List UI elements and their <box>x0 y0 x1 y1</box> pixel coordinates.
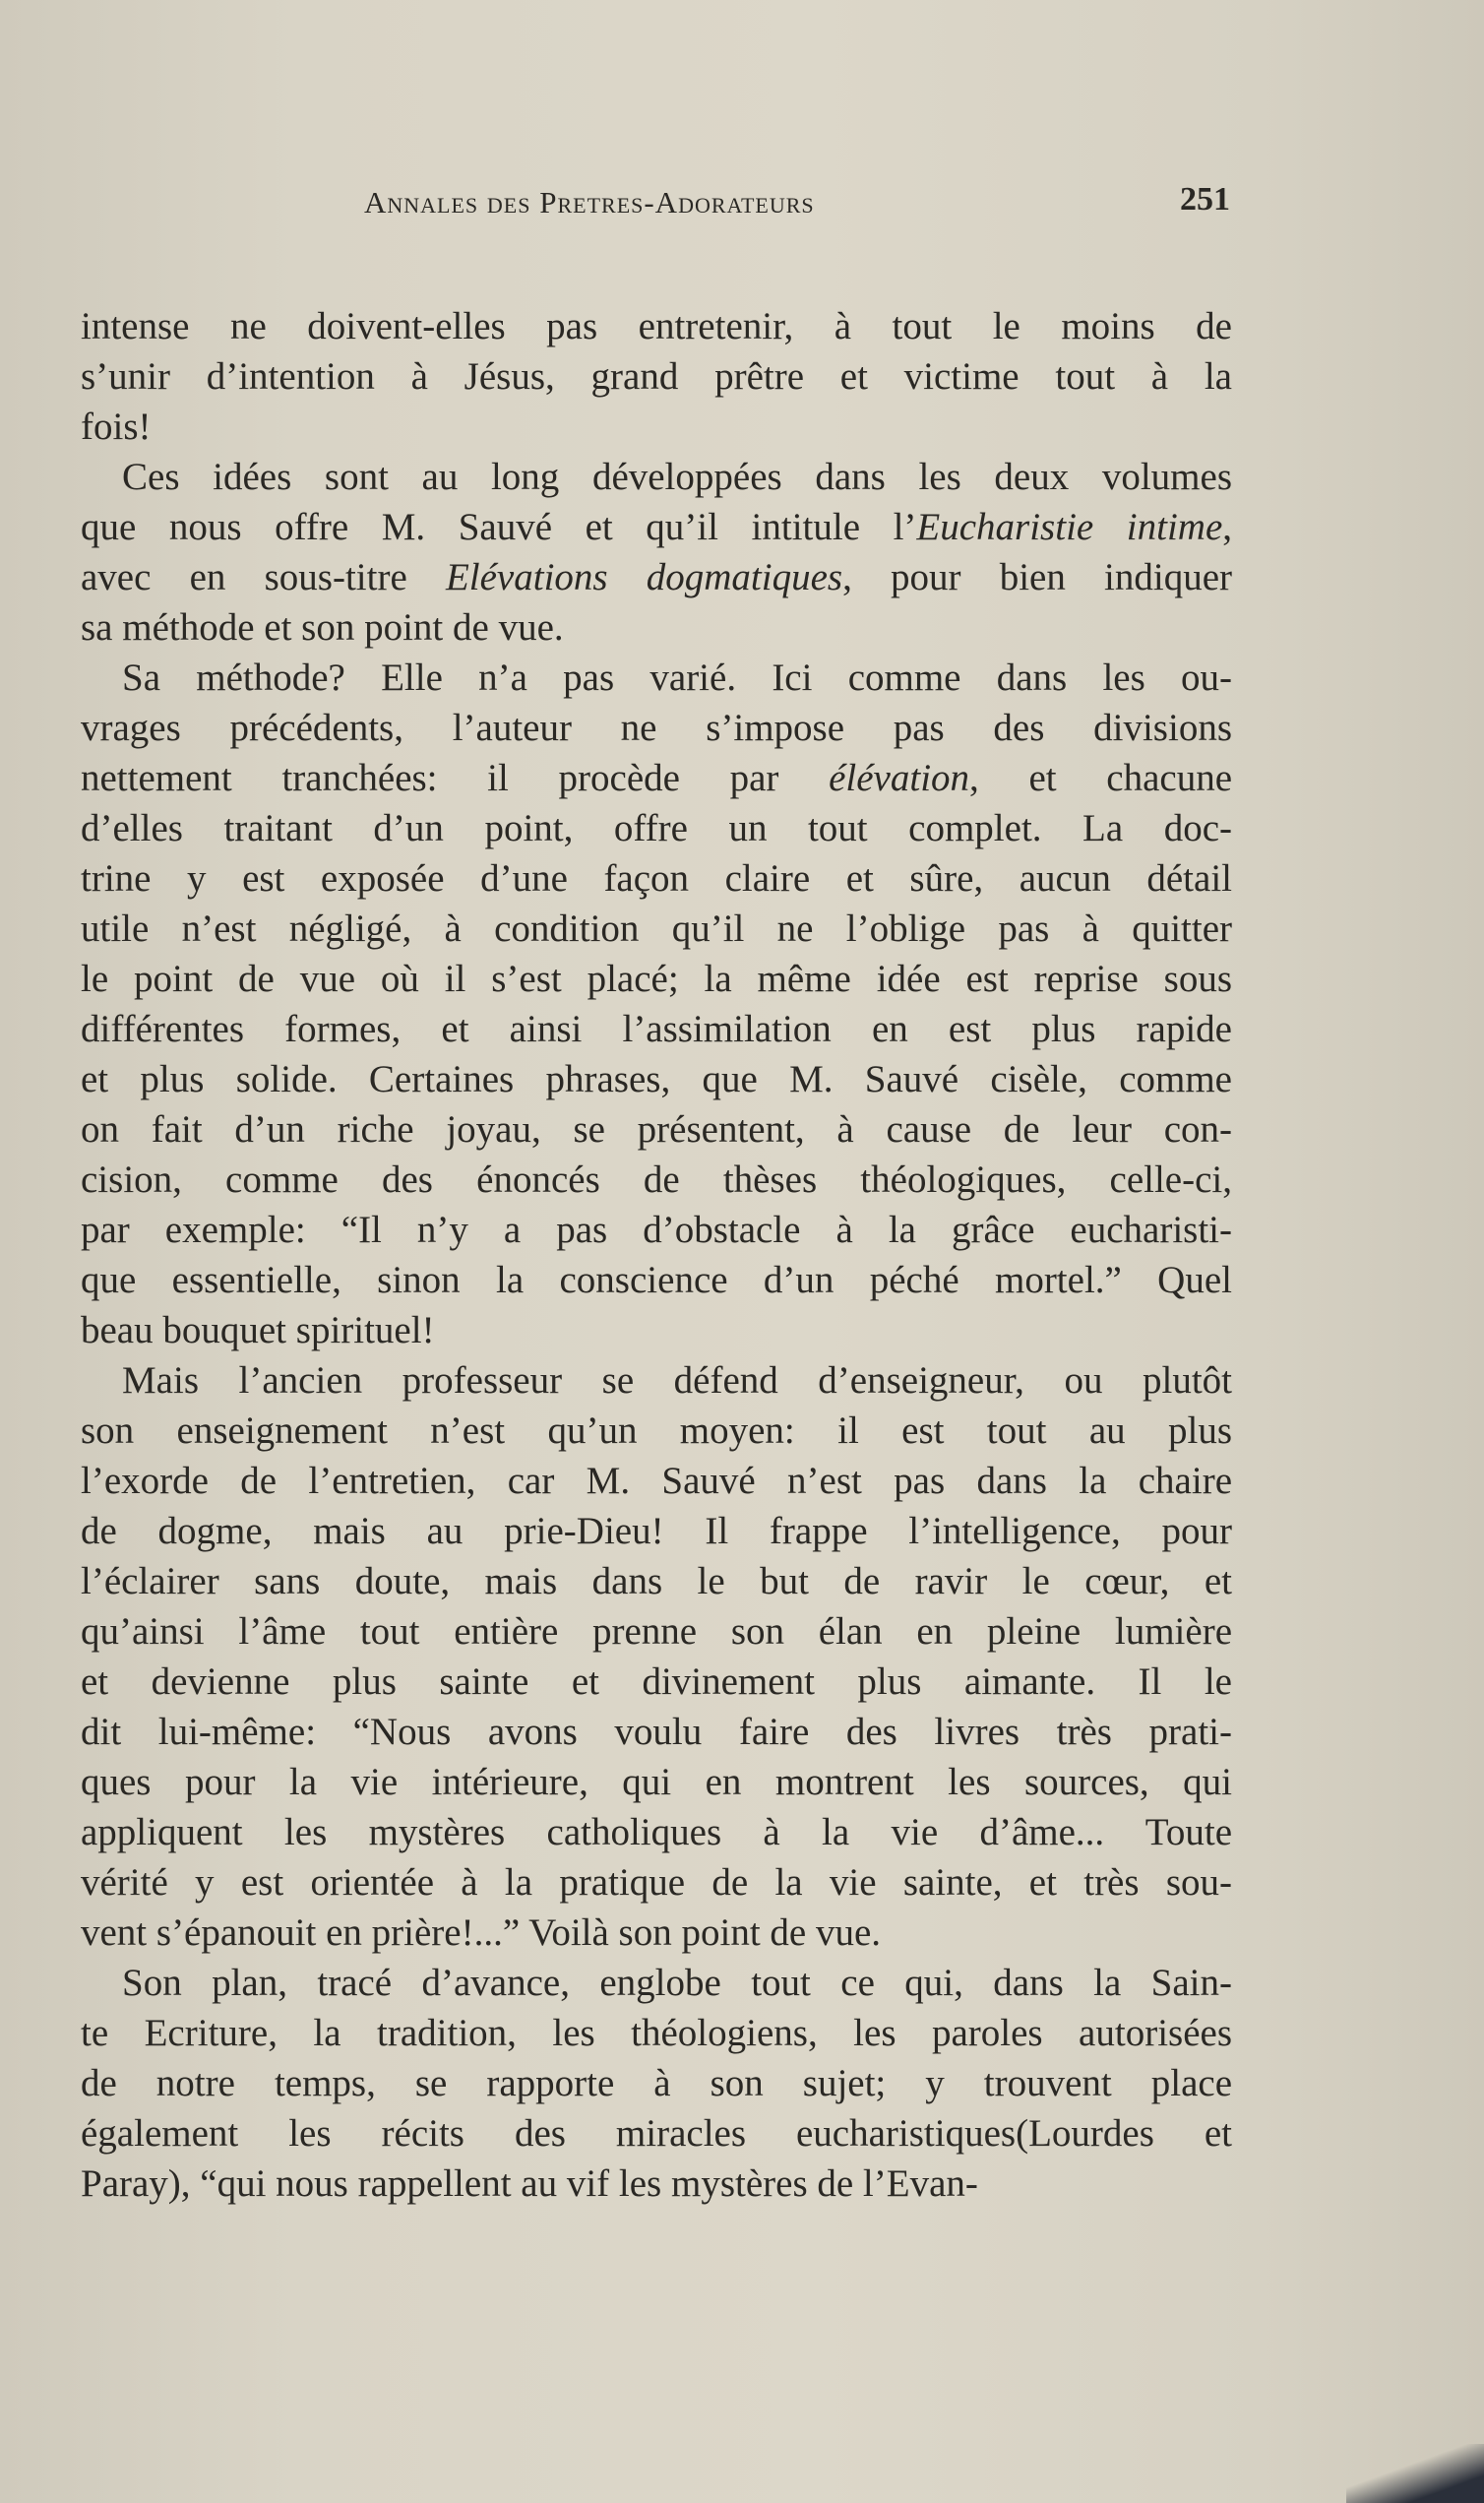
line-text: appliquent les mystères catholiques à la vie d’âme... Toute <box>81 1811 1232 1853</box>
text-line <box>81 853 1232 904</box>
line-text: l’éclairer sans doute, mais dans le but de ravir le cœur, et <box>81 1560 1232 1602</box>
text-line <box>81 602 1232 653</box>
text-line <box>81 1104 1232 1155</box>
text-line <box>81 1657 1232 1707</box>
text-line <box>81 1958 1232 2008</box>
line-text: vrages précédents, l’auteur ne s’impose pas des divisions <box>81 707 1232 749</box>
text-line <box>81 2058 1232 2108</box>
text-line <box>81 2159 1232 2209</box>
italic-text: Elévations dogmatiques <box>445 556 843 598</box>
text-line <box>81 552 1232 602</box>
text-line <box>81 1707 1232 1757</box>
text-line <box>81 1857 1232 1908</box>
line-text: trine y est exposée d’une façon claire et sûre, aucun détail <box>81 857 1232 900</box>
text-line <box>81 1355 1232 1406</box>
text-line <box>81 803 1232 853</box>
running-title: Annales des Pretres-Adorateurs <box>364 185 815 219</box>
line-text: utile n’est négligé, à condition qu’il ne l’oblige pas à quitter <box>81 907 1232 950</box>
text-line <box>81 301 1232 351</box>
paragraph <box>81 1958 1232 2209</box>
line-text: également les récits des miracles eucharistiques(Lourdes et <box>81 2112 1232 2155</box>
text-line <box>81 351 1232 402</box>
line-text: Sa méthode? Elle n’a pas varié. Ici comme dans les ou- <box>122 657 1232 699</box>
text-line <box>81 653 1232 703</box>
line-text: , et chacune <box>969 757 1233 799</box>
italic-text: Eucharistie intime <box>916 506 1223 548</box>
text-line <box>81 2008 1232 2058</box>
text-line <box>81 402 1232 452</box>
line-text: intense ne doivent-elles pas entretenir, à tout le moins de <box>81 305 1232 347</box>
line-text: cision, comme des énoncés de thèses théologiques, celle-ci, <box>81 1158 1232 1201</box>
text-line <box>81 904 1232 954</box>
text-line <box>81 1556 1232 1606</box>
line-text: le point de vue où il s’est placé; la même idée est reprise sous <box>81 958 1232 1000</box>
paragraph <box>81 653 1232 1355</box>
text-line <box>81 703 1232 753</box>
page-number: 251 <box>1180 181 1230 218</box>
line-text: vent s’épanouit en prière!...” Voilà son point de vue. <box>81 1911 882 1954</box>
line-text: de dogme, mais au prie-Dieu! Il frappe l’intelligence, pour <box>81 1510 1232 1552</box>
text-line <box>81 1406 1232 1456</box>
page-header <box>364 181 1230 234</box>
text-line <box>81 1807 1232 1857</box>
line-text: Paray), “qui nous rappellent au vif les mystères de l’Evan- <box>81 2162 978 2205</box>
text-line <box>81 2108 1232 2159</box>
line-text: , <box>1222 506 1233 548</box>
text-line <box>81 1205 1232 1255</box>
line-text: on fait d’un riche joyau, se présentent, à cause de leur con- <box>81 1108 1232 1151</box>
line-text: te Ecriture, la tradition, les théologiens, les paroles autorisées <box>81 2012 1232 2054</box>
italic-text: élévation <box>829 757 970 799</box>
line-text: fois! <box>81 406 152 448</box>
text-line <box>81 1255 1232 1305</box>
line-text: Son plan, tracé d’avance, englobe tout ce qui, dans la Sain- <box>122 1962 1232 2004</box>
line-text: Ces idées sont au long développées dans les deux volumes <box>122 456 1232 498</box>
line-text: qu’ainsi l’âme tout entière prenne son élan en pleine lumière <box>81 1610 1232 1653</box>
line-text: que nous offre M. Sauvé et qu’il intitule l’ <box>81 506 917 548</box>
line-text: par exemple: “Il n’y a pas d’obstacle à la grâce eucharisti- <box>81 1209 1232 1251</box>
line-text: que essentielle, sinon la conscience d’un péché mortel.” Quel <box>81 1259 1232 1301</box>
text-line <box>81 1506 1232 1556</box>
line-text: Mais l’ancien professeur se défend d’enseigneur, ou plutôt <box>122 1359 1232 1402</box>
line-text: ques pour la vie intérieure, qui en montrent les sources, qui <box>81 1761 1232 1803</box>
line-text: dit lui-même: “Nous avons voulu faire des livres très prati- <box>81 1711 1232 1753</box>
line-text: et devienne plus sainte et divinement plus aimante. Il le <box>81 1660 1232 1703</box>
text-line <box>81 1054 1232 1104</box>
text-line <box>81 502 1232 552</box>
text-line <box>81 1004 1232 1054</box>
line-text: et plus solide. Certaines phrases, que M. Sauvé cisèle, comme <box>81 1058 1232 1100</box>
line-text: d’elles traitant d’un point, offre un tout complet. La doc- <box>81 807 1232 849</box>
corner-shadow <box>1346 2444 1484 2503</box>
line-text: différentes formes, et ainsi l’assimilation en est plus rapide <box>81 1008 1232 1050</box>
line-text: s’unir d’intention à Jésus, grand prêtre et victime tout à la <box>81 355 1232 398</box>
line-text: de notre temps, se rapporte à son sujet; y trouvent place <box>81 2062 1232 2104</box>
text-line <box>81 954 1232 1004</box>
text-line <box>81 1908 1232 1958</box>
paragraph <box>81 1355 1232 1958</box>
line-text: beau bouquet spirituel! <box>81 1309 435 1351</box>
line-text: vérité y est orientée à la pratique de la vie sainte, et très sou- <box>81 1861 1232 1904</box>
text-line <box>81 1305 1232 1355</box>
paragraph <box>81 452 1232 653</box>
line-text: sa méthode et son point de vue. <box>81 606 564 649</box>
text-line <box>81 452 1232 502</box>
line-text: nettement tranchées: il procède par <box>81 757 830 799</box>
paragraph <box>81 301 1232 452</box>
text-line <box>81 1606 1232 1657</box>
text-line <box>81 1757 1232 1807</box>
text-line <box>81 1155 1232 1205</box>
text-line <box>81 1456 1232 1506</box>
line-text: son enseignement n’est qu’un moyen: il est tout au plus <box>81 1409 1232 1452</box>
text-line <box>81 753 1232 803</box>
line-text: , pour bien indiquer <box>842 556 1233 598</box>
line-text: avec en sous-titre <box>81 556 446 598</box>
body-text <box>81 301 1232 2209</box>
line-text: l’exorde de l’entretien, car M. Sauvé n’est pas dans la chaire <box>81 1460 1232 1502</box>
